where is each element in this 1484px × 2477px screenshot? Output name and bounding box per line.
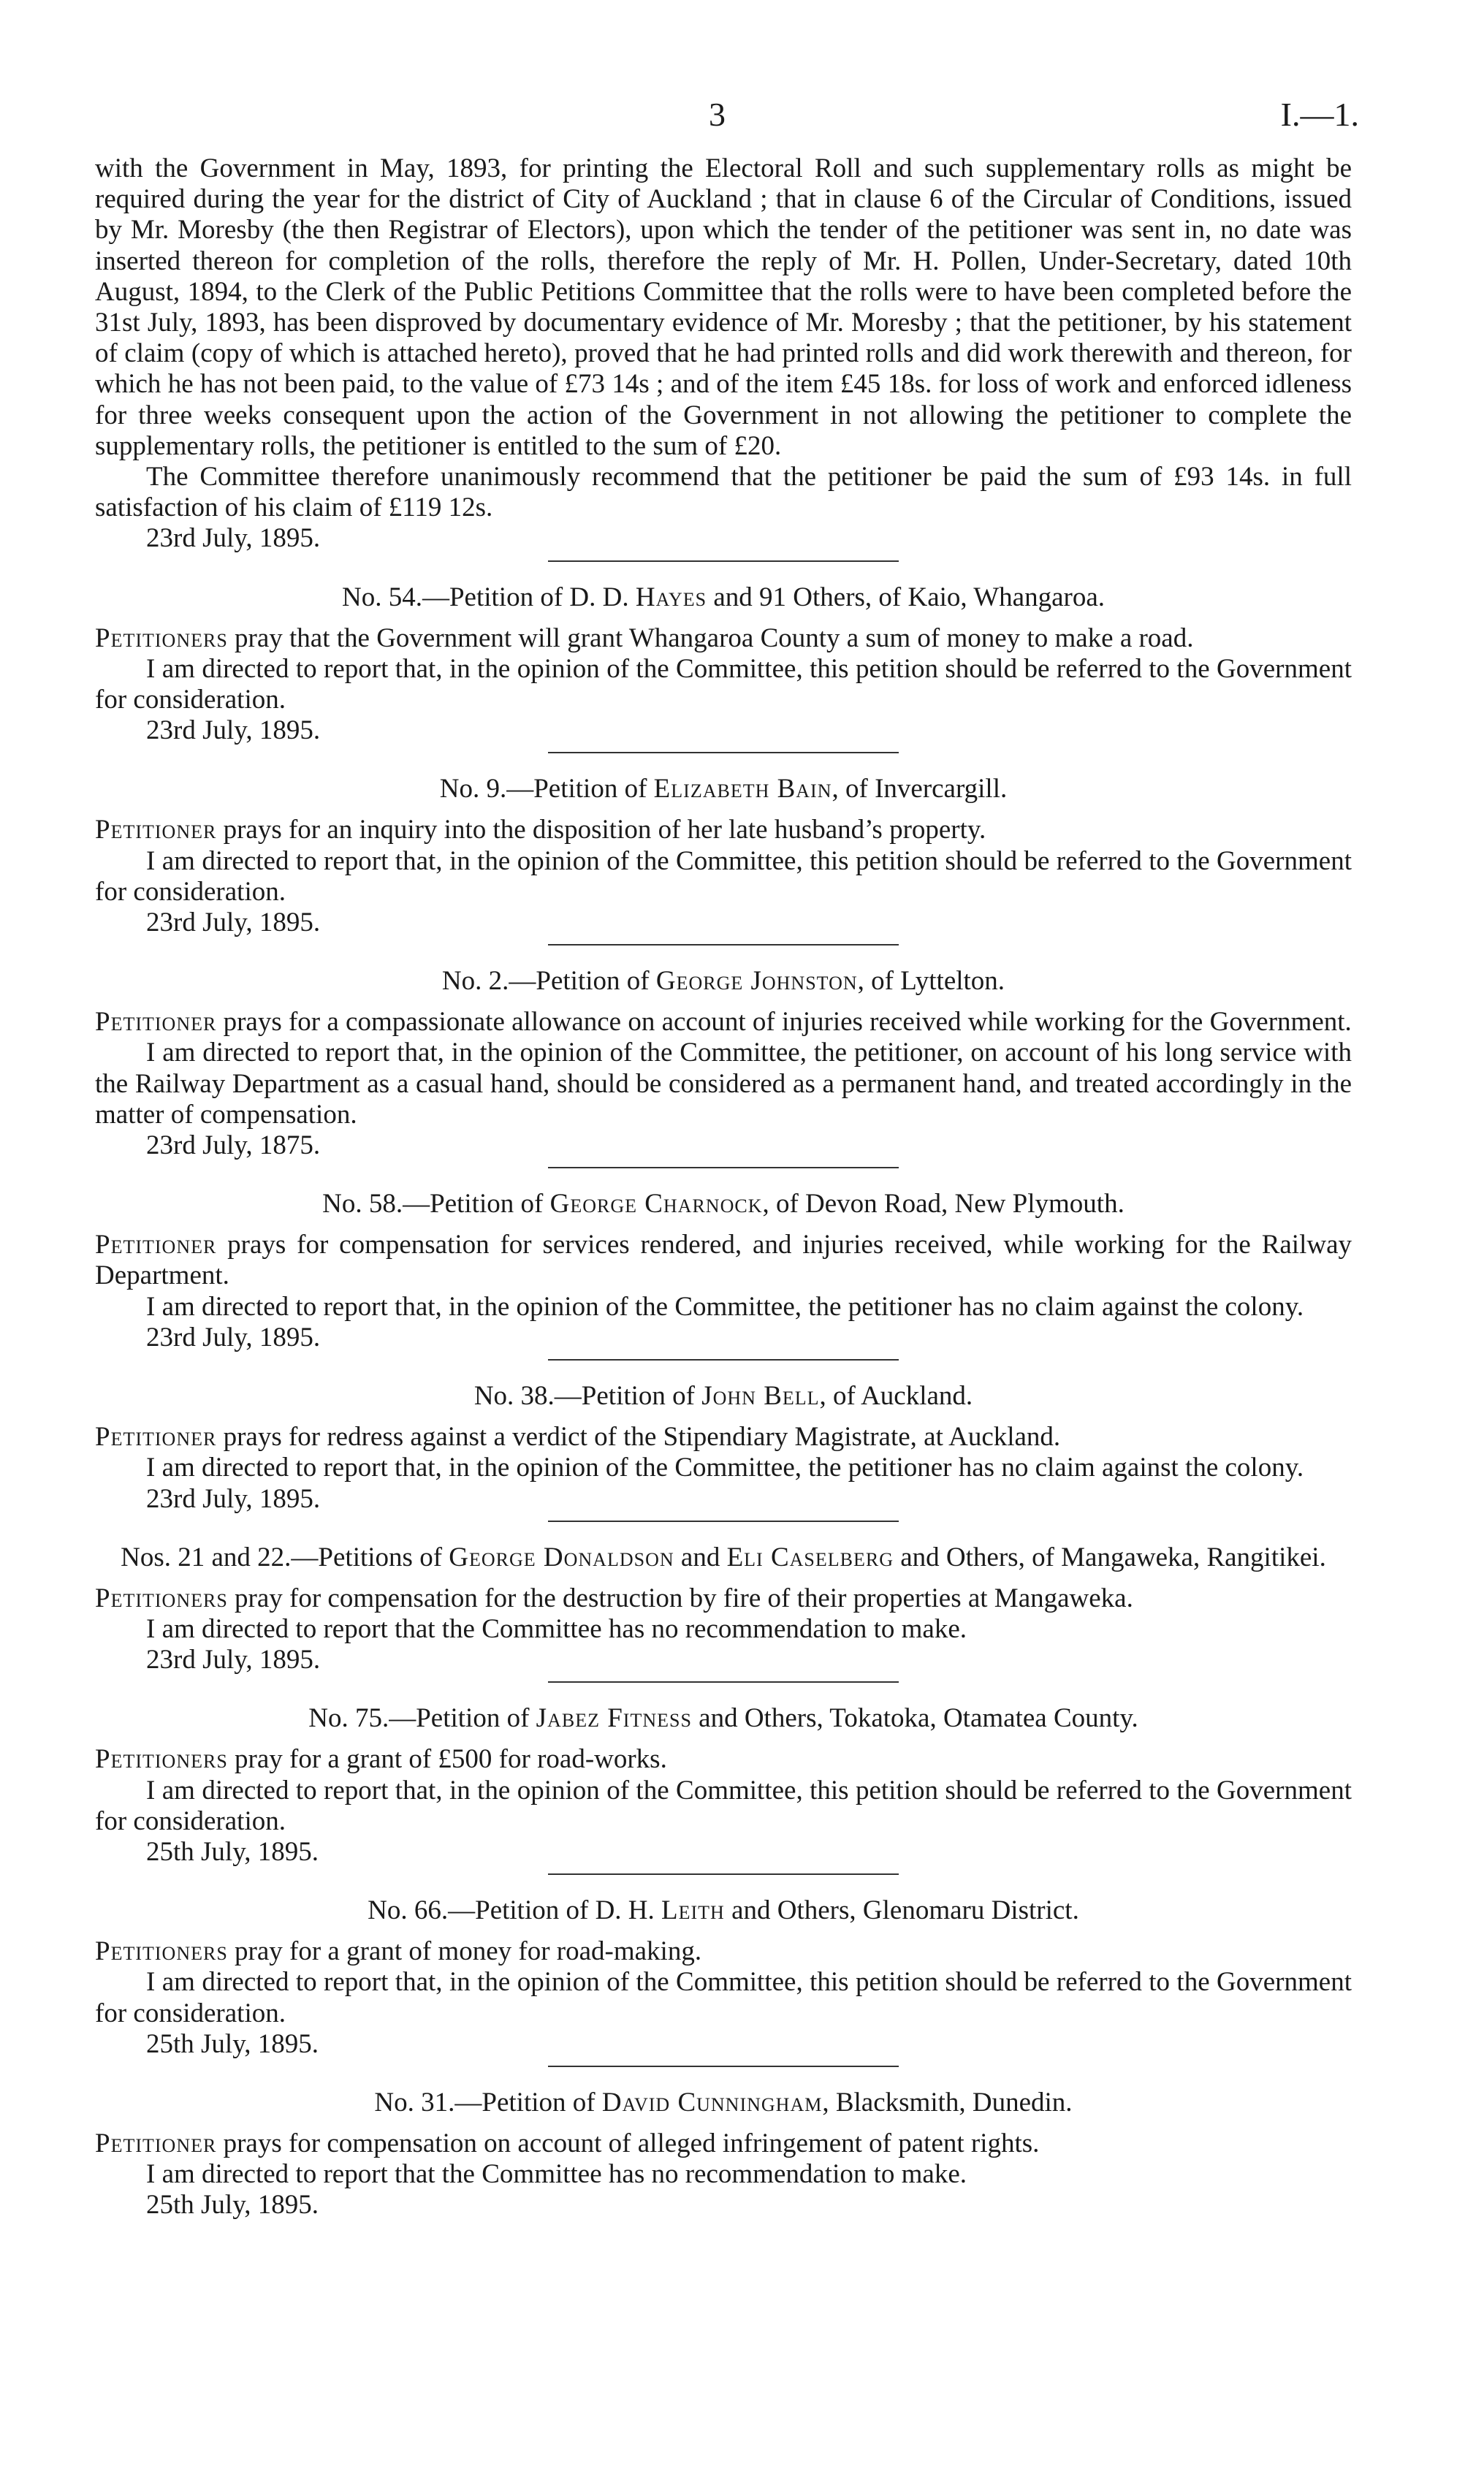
petition-report: I am directed to report that, in the opinion of the Committee, this petition should be referred to the Government for consideration. — [95, 845, 1352, 907]
petition-prayer: Petitioners pray for a grant of money for road-making. — [95, 1936, 702, 1967]
intro-section — [95, 153, 1352, 562]
petition-prayer: Petitioner prays for an inquiry into the disposition of her late husband’s property. — [95, 815, 986, 845]
petition-prayer: Petitioner prays for compensation on account of alleged infringement of patent rights. — [95, 2128, 1040, 2158]
petition-prayer: Petitioner prays for compensation for services rendered, and injuries received, while working for the Railway Department. — [95, 1230, 1352, 1291]
petitioner-name: John Bell — [701, 1381, 820, 1412]
petition-date: 23rd July, 1895. — [146, 1322, 321, 1352]
petition-prayer: Petitioners pray for compensation for the destruction by fire of their properties at Mangaweka. — [95, 1583, 1133, 1613]
petition-report: I am directed to report that, in the opinion of the Committee, the petitioner has no claim against the colony. — [146, 1453, 1304, 1483]
petition-date: 25th July, 1895. — [146, 1836, 319, 1867]
petition-date: 23rd July, 1895. — [146, 1483, 321, 1514]
section-divider — [548, 752, 899, 753]
petition-section — [95, 774, 1352, 945]
petition-date: 23rd July, 1895. — [146, 715, 321, 746]
petition-date: 23rd July, 1895. — [146, 908, 321, 938]
petition-report: I am directed to report that, in the opinion of the Committee, this petition should be referred to the Government for consideration. — [95, 1775, 1352, 1836]
petition-section — [95, 582, 1352, 754]
petition-heading: No. 75.—Petition of Jabez Fitness and Others, Tokatoka, Otamatea County. — [308, 1703, 1138, 1734]
petitioner-name: Elizabeth Bain — [653, 774, 832, 804]
document-reference: I.—1. — [1280, 96, 1359, 133]
petition-heading: No. 31.—Petition of David Cunningham, Blacksmith, Dunedin. — [374, 2087, 1073, 2118]
petition-report: I am directed to report that, in the opinion of the Committee, the petitioner, on account of his long service with the Railway Department as a casual hand, should be considered as a permanent hand, and treated accordingly in the matter of compensation. — [95, 1038, 1352, 1130]
petitioner-name-2: Eli Caselberg — [726, 1542, 894, 1572]
petitioner-name: George Johnston — [655, 966, 858, 997]
petition-report: I am directed to report that, in the opinion of the Committee, this petition should be referred to the Government for consideration. — [95, 1967, 1352, 2028]
petition-section — [95, 966, 1352, 1168]
petition-date: 23rd July, 1875. — [146, 1130, 321, 1161]
intro-date: 23rd July, 1895. — [146, 523, 321, 554]
petitioner-name: Leith — [661, 1895, 725, 1926]
petitioner-name: George Charnock — [549, 1189, 763, 1220]
section-divider — [548, 944, 899, 945]
intro-recommendation: The Committee therefore unanimously recommend that the petitioner be paid the sum of £93 14s. in full satisfaction of his claim of £119 12s. — [95, 462, 1352, 523]
petition-section — [95, 1895, 1352, 2067]
section-divider — [548, 1521, 899, 1522]
petitioner-name: David Cunningham — [601, 2087, 823, 2118]
petition-heading: No. 9.—Petition of Elizabeth Bain, of Invercargill. — [439, 774, 1008, 804]
page-number: 3 — [709, 96, 726, 133]
petitioner-name: Jabez Fitness — [536, 1703, 692, 1734]
petitioner-name: George Donaldson — [449, 1542, 674, 1572]
petition-prayer: Petitioner prays for a compassionate allowance on account of injuries received while working for the Government. — [95, 1007, 1352, 1038]
petition-section — [95, 1381, 1352, 1522]
petition-report: I am directed to report that, in the opinion of the Committee, the petitioner has no claim against the colony. — [146, 1291, 1304, 1322]
petition-report: I am directed to report that, in the opinion of the Committee, this petition should be referred to the Government for consideration. — [95, 653, 1352, 715]
petition-heading: Nos. 21 and 22.—Petitions of George Donaldson and Eli Caselberg and Others, of Mangaweka, Rangitikei. — [121, 1542, 1326, 1572]
petition-heading: No. 66.—Petition of D. H. Leith and Others, Glenomaru District. — [368, 1895, 1079, 1926]
petition-section — [95, 1703, 1352, 1875]
section-divider — [548, 2066, 899, 2067]
petition-heading: No. 54.—Petition of D. D. Hayes and 91 Others, of Kaio, Whangaroa. — [342, 582, 1105, 612]
petition-date: 23rd July, 1895. — [146, 1645, 321, 1675]
petition-date: 25th July, 1895. — [146, 2028, 319, 2059]
petition-section — [95, 1189, 1352, 1361]
petition-report: I am directed to report that the Committee has no recommendation to make. — [146, 2159, 967, 2190]
intro-paragraph: with the Government in May, 1893, for printing the Electoral Roll and such supplementary rolls as might be required during the year for the district of City of Auckland ; that in clause 6 of the Circular of Conditions, issued by Mr. Moresby (the then Registrar of Electors), upon which the tender of the petitioner was sent in, no date was inserted thereon for completion of the rolls, therefore the reply of Mr. H. Pollen, Under-Secretary, dated 10th August, 1894, to the Clerk of the Public Petitions Committee that the rolls were to have been completed before the 31st July, 1893, has been disproved by documentary evidence of Mr. Moresby ; that the petitioner, by his statement of claim (copy of which is attached hereto), proved that he had printed rolls and did work therewith and thereon, for which he has not been paid, to the value of £73 14s ; and of the item £45 18s. for loss of work and enforced idleness for three weeks consequent upon the action of the Government in not allowing the petitioner to complete the supplementary rolls, the petitioner is entitled to the sum of £20. — [95, 153, 1352, 461]
document-page — [95, 95, 1359, 2221]
petition-section — [95, 1542, 1352, 1683]
petition-prayer: Petitioner prays for redress against a verdict of the Stipendiary Magistrate, at Auckland. — [95, 1422, 1061, 1453]
petition-report: I am directed to report that the Committee has no recommendation to make. — [146, 1613, 967, 1644]
page-header — [95, 95, 1359, 153]
section-divider — [548, 1167, 899, 1168]
petition-section — [95, 2088, 1352, 2221]
petitioner-name: Hayes — [635, 582, 707, 612]
section-divider — [548, 1681, 899, 1683]
petition-heading: No. 58.—Petition of George Charnock, of Devon Road, New Plymouth. — [322, 1189, 1125, 1220]
section-divider — [548, 560, 899, 562]
petition-heading: No. 2.—Petition of George Johnston, of Lyttelton. — [441, 966, 1005, 997]
section-divider — [548, 1359, 899, 1361]
section-divider — [548, 1873, 899, 1875]
petition-heading: No. 38.—Petition of John Bell, of Auckland. — [473, 1381, 973, 1412]
petition-prayer: Petitioners pray that the Government will grant Whangaroa County a sum of money to make a road. — [95, 623, 1194, 653]
petition-prayer: Petitioners pray for a grant of £500 for road-works. — [95, 1744, 667, 1775]
petition-date: 25th July, 1895. — [146, 2190, 319, 2221]
